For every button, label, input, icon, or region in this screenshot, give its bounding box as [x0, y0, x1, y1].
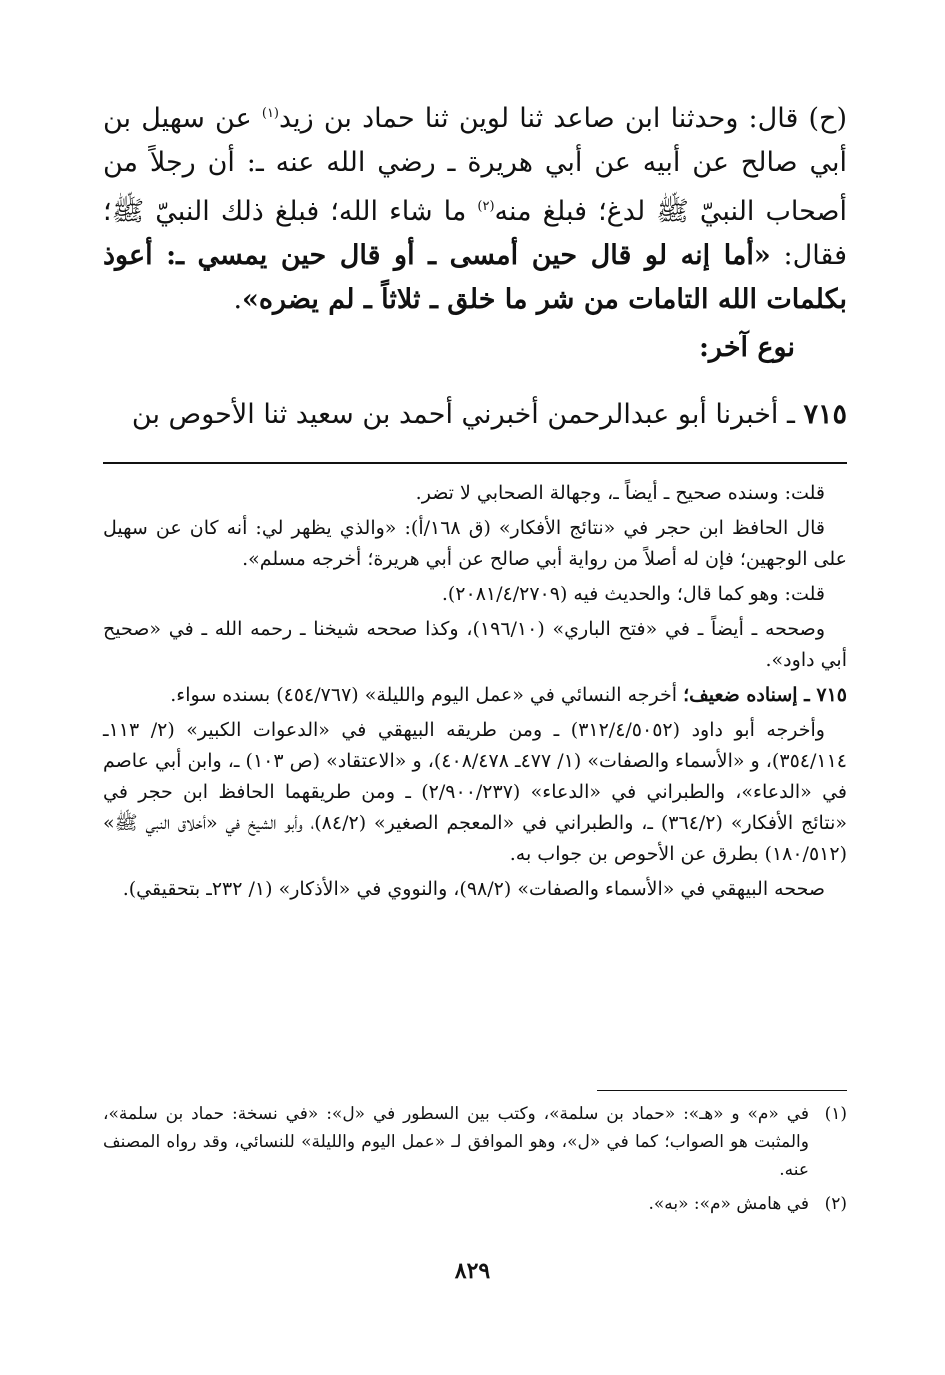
- footnote-text: في «م» و «هـ»: «حماد بن سلمة»، وكتب بين السطور في «ل»: «في نسخة: حماد بن سلمة»، والمثبت هو الصواب؛ كما في «ل»، وهو الموافق لـ «عمل اليوم والليلة» للنسائي، وقد رواه المصنف عنه.: [103, 1104, 809, 1180]
- hadith-715-start: [103, 393, 847, 437]
- hadith-number: ٧١٥: [803, 399, 847, 430]
- main-text-part-1: (ح) قال: وحدثنا ابن صاعد ثنا لوين ثنا حماد بن زيد: [279, 103, 847, 134]
- footnotes: [103, 1100, 847, 1224]
- main-text: [103, 92, 847, 322]
- footnote-ref-1[interactable]: (١): [261, 106, 279, 121]
- footnote-ref-2[interactable]: (٢): [477, 199, 495, 214]
- commentary-715-text: أخرجه النسائي في «عمل اليوم والليلة» (٤٥٤/٧٦٧) بسنده سواء.: [170, 684, 684, 706]
- footnote-1: [103, 1100, 847, 1184]
- footnote-divider: [597, 1090, 847, 1091]
- commentary-paragraph: صححه البيهقي في «الأسماء والصفات» (٩٨/٢)، والنووي في «الأذكار» (١/ ٢٣٢ـ بتحقيقي).: [122, 878, 825, 900]
- commentary-715-number: ٧١٥: [816, 684, 847, 706]
- footnote-2: [103, 1190, 847, 1218]
- commentary-paragraph: قال الحافظ ابن حجر في «نتائج الأفكار» (ق ١٦٨/أ): «والذي يظهر لي: أنه كان عن سهيل على الوجهين؛ فإن له أصلاً من رواية أبي صالح عن أبي هريرة؛ أخرجه مسلم».: [103, 517, 847, 570]
- commentary-paragraph: قلت: وسنده صحيح ـ أيضاً ـ، وجهالة الصحابي لا تضر.: [415, 482, 825, 504]
- hadith-text: ـ أخبرنا أبو عبدالرحمن أخبرني أحمد بن سعيد ثنا الأحوص بن: [131, 399, 804, 430]
- commentary-715-grading: ـ إسناده ضعيف؛: [683, 684, 817, 706]
- commentary-paragraph: وأخرجه أبو داود (٣١٢/٤/٥٠٥٢) ـ ومن طريقه البيهقي في «الدعوات الكبير» (٢/ ١١٣ـ ٣٥٤/١١٤)، و «الأسماء والصفات» (١/ ٤٧٧ـ ٤٠٨/٤٧٨)، و «الاعتقاد» (ص ١٠٣) ـ، وابن أبي عاصم في «الدعاء»، والطبراني في «الدعاء» (٢/٩٠٠/٢٣٧) ـ ومن طريقهما الحافظ ابن حجر في «نتائج الأفكار» (٣٦٤/٢) ـ، والطبراني في «المعجم الصغير» (٨٤/٢)، وأبو الشيخ في «أخلاق النبي ﷺ» (١٨٠/٥١٢) بطرق عن الأحوص بن جواب به.: [103, 719, 847, 865]
- commentary-715: [103, 680, 847, 711]
- commentary-paragraph: وصححه ـ أيضاً ـ في «فتح الباري» (١٩٦/١٠)، وكذا صححه شيخنا ـ رحمه الله ـ في «صحيح أبي داود».: [103, 618, 847, 671]
- footnote-number: (٢): [824, 1194, 847, 1214]
- main-text-part-3: ما شاء الله؛ فبلغ ذلك النبيّ ﷺ؛ فقال:: [103, 196, 848, 271]
- section-heading: نوع آخر:: [698, 332, 795, 363]
- footnote-number: (١): [824, 1104, 847, 1124]
- page-number: ٨٢٩: [454, 1258, 491, 1284]
- footnote-text: في هامش «م»: «به».: [648, 1194, 809, 1214]
- main-end-dot: .: [233, 284, 243, 315]
- hadith-quote-bold: «أما إنه لو قال حين أمسى ـ أو قال حين يمسي ـ: أعوذ بكلمات الله التامات من شر ما خلق ـ ثلاثاً ـ لم يضره»: [103, 240, 847, 315]
- main-paragraph: [103, 92, 847, 322]
- main-text-part-2: عن سهيل بن أبي صالح عن أبيه عن أبي هريرة ـ رضي الله عنه ـ: أن رجلاً من أصحاب النبيّ ﷺ لدغ؛ فبلغ منه: [103, 103, 847, 227]
- commentary-section: [103, 478, 847, 909]
- main-divider: [103, 462, 847, 464]
- commentary-paragraph: قلت: وهو كما قال؛ والحديث فيه (٢٠٨١/٤/٢٧٠٩).: [441, 583, 825, 605]
